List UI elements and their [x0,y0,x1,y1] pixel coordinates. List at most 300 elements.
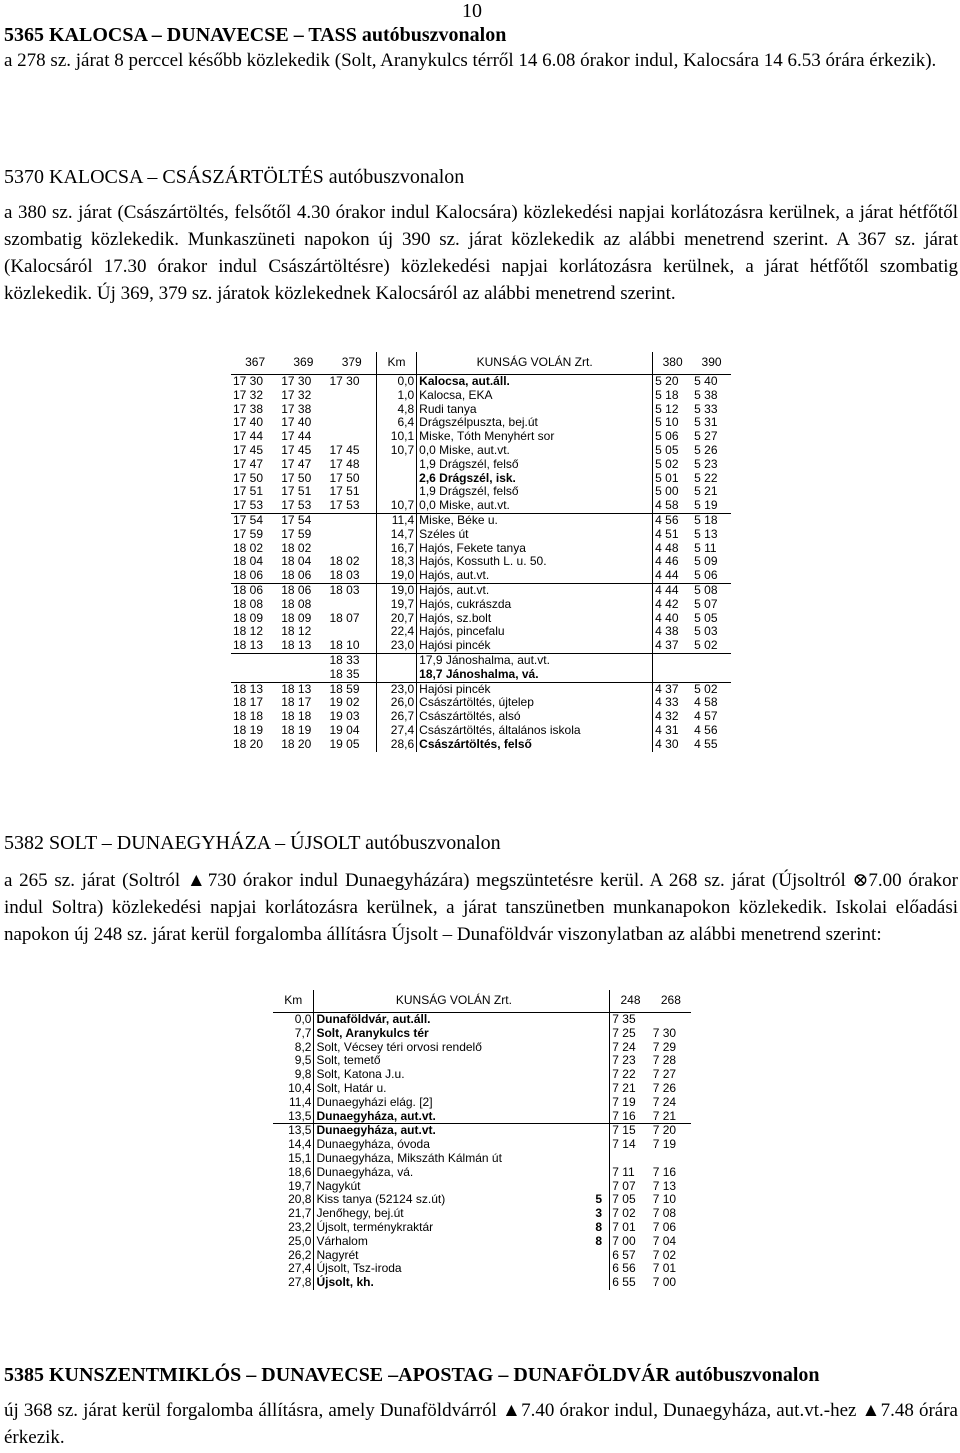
table-cell: 18 06 [231,583,279,597]
table-cell: 18 08 [281,596,312,611]
table-cell: 0,0 Miske, aut.vt. [417,444,653,458]
table-cell: 1,0 [376,389,416,403]
table-cell: Kiss tanya (52124 sz.út) [314,1193,593,1207]
table-cell: 7 01 [652,1261,677,1276]
table-cell [376,472,416,486]
column-header: 369 [279,352,327,375]
timetable-5370 [231,352,731,752]
table-cell [231,668,279,682]
table-cell: 23,0 [376,639,416,653]
table-cell: 6 55 [610,1276,651,1290]
table-cell: 17 54 [231,513,279,527]
section-5385 [4,1364,958,1451]
table-row [273,1276,691,1290]
table-cell: 6,4 [376,416,416,430]
table-cell [376,458,416,472]
column-header: 268 [651,990,691,1013]
table-row [231,458,731,472]
table-row [231,444,731,458]
table-cell: 5 40 [694,374,718,388]
table-cell: Hajósi pincék [417,639,653,653]
table-cell: 5 13 [694,526,718,541]
table-cell: 5 21 [694,484,718,499]
table-row [231,639,731,653]
table-cell: 14,4 [288,1137,312,1152]
table-cell: 26,7 [376,710,416,724]
table-cell: 19 05 [329,736,360,751]
table-cell: Hajós, sz.bolt [417,612,653,626]
table-cell: 5 18 [692,513,731,527]
table-cell: 4 56 [653,513,693,527]
table-row [231,653,731,667]
table-cell: 17 32 [233,387,264,402]
table-cell: 4 48 [653,542,693,556]
table-cell: 18 19 [233,722,264,737]
table-cell: 28,6 [376,738,416,752]
table-cell [610,1152,651,1166]
table-cell: Dunaegyházi elág. [2] [314,1096,593,1110]
table-cell: 17 50 [329,470,360,485]
table-cell: 17 53 [329,498,360,513]
table-cell [593,1124,609,1138]
table-cell: 5 11 [694,540,717,555]
table-cell: 18 07 [329,610,360,625]
table-cell: 18 19 [281,722,312,737]
table-cell: 7 35 [610,1013,651,1027]
table-cell: 19,0 [376,569,416,583]
table-cell: 5 00 [653,485,693,499]
table-cell: 17 40 [233,415,264,430]
table-cell: 7 27 [652,1067,677,1082]
table-row [273,1041,691,1055]
table-cell: 7 19 [610,1096,651,1110]
table-cell: 5 06 [653,430,693,444]
table-cell: 5 05 [653,444,693,458]
table-cell: 0,0 [376,375,416,389]
table-cell: 5 01 [653,472,693,486]
table-cell: 18 18 [233,709,264,724]
table-cell: Várhalom [314,1235,593,1249]
table-cell: 17 30 [329,374,360,388]
table-cell [593,1249,609,1263]
table-row [231,430,731,444]
table-cell: Császártöltés, általános iskola [417,724,653,738]
table-cell: Dunaegyháza, vá. [314,1166,593,1180]
table-cell: Dunaegyháza, aut.vt. [314,1110,593,1124]
table-cell [328,598,377,612]
table-cell: 18 20 [233,736,264,751]
table-cell [653,653,693,667]
table-cell: Császártöltés, felső [417,738,653,752]
table-cell [593,1110,609,1124]
table-cell [376,668,416,682]
table-cell: 7 00 [610,1235,651,1249]
table-row [273,1068,691,1082]
table-cell: 10,7 [376,444,416,458]
table-cell: 25,0 [288,1233,312,1248]
table-cell: 7 10 [652,1192,677,1207]
table-cell: 10,4 [288,1080,312,1095]
table-cell: 17 38 [233,401,264,416]
table-cell [593,1166,609,1180]
table-cell [328,513,377,527]
table-row [231,528,731,542]
table-cell: Széles út [417,528,653,542]
table-cell: Solt, Vécsey téri orvosi rendelő [314,1041,593,1055]
table-cell [593,1152,609,1166]
table-cell: 17 59 [233,526,264,541]
table-cell: 19 02 [329,695,360,710]
table-cell: 4 44 [653,569,693,583]
table-row [231,612,731,626]
table-cell: Hajós, Kossuth L. u. 50. [417,555,653,569]
table-row [231,710,731,724]
table-cell [328,416,377,430]
table-row [231,696,731,710]
table-cell: 7,7 [294,1025,312,1040]
table-cell [593,1096,609,1110]
table-cell: 16,7 [376,542,416,556]
table-cell: 18 13 [281,638,312,653]
section-text: a 278 sz. járat 8 perccel később közlekedik (Solt, Aranykulcs térről 14 6.08 órakor indul, Kalocsára 14 6.53 órára érkezik). [4,50,937,71]
table-cell: 4 31 [653,724,693,738]
table-cell: 18 17 [281,695,312,710]
table-cell: 18 12 [233,624,264,639]
table-cell: 5 23 [694,456,718,471]
table-cell: 21,7 [288,1206,312,1221]
table-cell [231,653,279,667]
table-cell: 4 32 [653,710,693,724]
table-cell: Kalocsa, aut.áll. [417,375,653,389]
table-cell: 17 59 [281,526,312,541]
table-row [231,485,731,499]
table-cell [653,668,693,682]
table-row [273,1096,691,1110]
table-cell: 26,0 [376,696,416,710]
table-row [273,1193,691,1207]
table-cell: 17 47 [233,456,264,471]
table-row [273,1110,691,1124]
table-cell: 5 19 [694,498,718,513]
table-cell: 20,8 [288,1192,312,1207]
table-cell: 0,0 [294,1012,312,1026]
table-row [231,375,731,389]
table-cell [593,1041,609,1055]
table-cell: 11,4 [289,1094,312,1109]
table-cell: 5 02 [653,458,693,472]
table-cell: 7 15 [610,1124,651,1138]
table-cell: 1,9 Drágszél, felső [417,458,653,472]
table-cell: 23,0 [376,682,416,696]
table-cell: 17 44 [233,429,264,444]
column-header: 379 [328,352,377,375]
table-cell: 5 03 [694,624,718,639]
table-cell [328,403,377,417]
table-cell: 18 06 [281,568,312,583]
table-cell: 17 45 [329,442,360,457]
table-cell: 3 [595,1206,602,1221]
table-cell: 5 18 [653,389,693,403]
table-cell: Hajós, aut.vt. [417,583,653,597]
section-title: 5385 KUNSZENTMIKLÓS – DUNAVECSE –APOSTAG – DUNAFÖLDVÁR autóbuszvonalon [4,1364,820,1386]
table-cell: 19,7 [376,598,416,612]
table-cell: 18 35 [329,666,360,681]
table-cell [593,1013,609,1027]
table-cell [279,653,327,667]
table-cell: 18 13 [279,682,327,696]
table-cell [328,430,377,444]
table-cell: 7 07 [610,1180,651,1194]
section-text: új 368 sz. járat kerül forgalomba állításra, amely Dunaföldvárról ▲7.40 órakor indul, Dunaegyháza, aut.vt.-hez ▲7.48 órára érkezik. [4,1400,958,1448]
table-row [273,1180,691,1194]
table-cell: Újsolt, Tsz-iroda [314,1262,593,1276]
table-cell: 1,9 Drágszél, felső [417,485,653,499]
table-cell: 7 04 [652,1233,677,1248]
table-cell: 18 13 [231,682,279,696]
table-cell: 7 01 [610,1221,651,1235]
table-cell: 17 51 [233,484,264,499]
table-cell: 5 31 [694,415,718,430]
table-cell: 7 26 [652,1080,677,1095]
table-cell: 20,7 [376,612,416,626]
table-cell: 17 30 [281,374,312,388]
table-cell: 7 30 [652,1025,677,1040]
table-cell: 4 51 [653,528,693,542]
table-cell: 17 38 [281,401,312,416]
table-cell: 2,6 Drágszél, isk. [417,472,653,486]
table-cell: Miske, Béke u. [417,513,653,527]
table-row [231,625,731,639]
table-cell: 17 32 [281,387,312,402]
table-cell: 17 45 [233,442,264,457]
table-cell: 6 57 [610,1249,651,1263]
table-cell: Miske, Tóth Menyhért sor [417,430,653,444]
table-cell: 10,7 [376,499,416,513]
table-cell: Hajós, aut.vt. [417,569,653,583]
table-cell [692,668,731,682]
section-5382 [4,832,958,948]
table-cell: 11,4 [376,513,416,527]
table-cell [328,542,377,556]
table-cell: 4,8 [376,403,416,417]
table-cell [328,528,377,542]
table-cell: 27,4 [288,1261,312,1276]
column-header: 248 [610,990,651,1013]
table-row [273,1054,691,1068]
table-cell: 7 22 [610,1068,651,1082]
section-title: 5382 SOLT – DUNAEGYHÁZA – ÚJSOLT autóbuszvonalon [4,832,501,854]
table-cell: 4 37 [653,682,693,696]
table-cell: 0,0 Miske, aut.vt. [417,499,653,513]
column-header: KUNSÁG VOLÁN Zrt. [417,352,653,375]
column-header: 380 [653,352,693,375]
table-cell: 17 51 [281,484,312,499]
table-cell: 19 04 [329,722,360,737]
table-cell: 7 16 [652,1164,677,1179]
table-cell: 4 30 [653,738,693,752]
table-cell: 19,0 [376,583,416,597]
table-cell: 18 13 [233,638,264,653]
table-cell: 17 54 [279,513,327,527]
table-cell: 6 56 [610,1262,651,1276]
table-cell: 17 53 [281,498,312,513]
table-row [273,1027,691,1041]
table-cell [593,1027,609,1041]
table-cell: Újsolt, terménykraktár [314,1221,593,1235]
table-cell [328,625,377,639]
table-cell: 14,7 [376,528,416,542]
table-cell: 17 45 [281,442,312,457]
table-cell: 18 06 [279,583,327,597]
table-cell: 7 02 [610,1207,651,1221]
table-row [273,1235,691,1249]
table-cell: 18 02 [329,554,360,569]
table-cell: 5 38 [694,387,718,402]
section-5365 [4,24,958,74]
table-cell: 18 17 [233,695,264,710]
table-cell: Dunaegyháza, óvoda [314,1138,593,1152]
table-cell: Jenőhegy, bej.út [314,1207,593,1221]
table-cell: 26,2 [288,1247,312,1262]
table-cell [692,653,731,667]
table-cell: 7 11 [610,1166,651,1180]
table-row [273,1166,691,1180]
table-cell: 9,8 [294,1067,312,1082]
table-row [273,1221,691,1235]
table-row [231,724,731,738]
table-cell: 17 30 [233,374,264,388]
table-cell: 7 20 [651,1124,691,1138]
table-cell: 4 55 [694,736,718,751]
table-cell: 22,4 [376,625,416,639]
table-row [231,416,731,430]
section-title: 5370 KALOCSA – CSÁSZÁRTÖLTÉS autóbuszvonalon [4,166,465,188]
table-cell: 18 20 [281,736,312,751]
table-cell [279,668,327,682]
table-cell: 7 28 [652,1053,677,1068]
table-cell: 5 05 [694,610,718,625]
column-header: Km [376,352,416,375]
table-cell: 18 09 [233,610,264,625]
table-cell: 7 24 [610,1041,651,1055]
section-text: a 380 sz. járat (Császártöltés, felsőtől 4.30 órakor indul Kalocsára) közlekedési napjai korlátozásra kerülnek, a járat hétfőtől szombatig közlekedik. Munkaszüneti napokon új 390 sz. járat közlekedik az alábbi menetrend szerint. A 367 sz. járat (Kalocsáról 17.30 órakor indul Császártöltésre) közlekedési napjai korlátozásra kerülnek, a járat hétfőtől szombatig közlekedik. Új 369, 379 sz. járatok közlekednek Kalocsáról az alábbi menetrend szerint. [4,202,958,304]
table-cell: 4 38 [653,625,693,639]
table-cell: Nagyrét [314,1249,593,1263]
table-cell: Rudi tanya [417,403,653,417]
table-cell: 19,7 [288,1178,312,1193]
table-row [273,1138,691,1152]
table-cell: 17 40 [281,415,312,430]
timetable-5382 [273,990,691,1290]
table-cell: 7 21 [652,1108,677,1123]
table-row [231,403,731,417]
table-cell: Hajós, cukrászda [417,598,653,612]
table-row [231,569,731,583]
table-cell [593,1138,609,1152]
table-cell: Nagykút [314,1180,593,1194]
table-row [231,738,731,752]
table-cell: 8,2 [294,1039,312,1054]
table-cell: Dunaegyháza, Mikszáth Kálmán út [314,1152,593,1166]
table-cell: 17 48 [329,456,360,471]
table-cell: Császártöltés, alsó [417,710,653,724]
table-cell: Hajós, Fekete tanya [417,542,653,556]
table-cell [651,1013,691,1027]
table-cell: 5 07 [694,596,718,611]
table-cell: 7 25 [610,1027,651,1041]
table-cell: 4 40 [653,612,693,626]
table-cell: 7 14 [610,1138,651,1152]
table-cell: 7 21 [610,1082,651,1096]
table-cell: 7 05 [610,1193,651,1207]
table-cell: 5 06 [694,568,718,583]
table-row [231,668,731,682]
table-row [273,1207,691,1221]
table-cell: 7 06 [652,1219,677,1234]
table-cell: 5 12 [653,403,693,417]
table-cell: 13,5 [288,1108,312,1123]
table-row [231,513,731,527]
table-cell: 4 58 [694,695,718,710]
table-cell: 5 26 [694,442,718,457]
table-cell: 17,9 Jánoshalma, aut.vt. [417,653,653,667]
table-cell: 15,1 [288,1150,312,1165]
table-cell [593,1262,609,1276]
table-cell: 18 09 [281,610,312,625]
table-cell: 17 44 [281,429,312,444]
table-cell [651,1152,691,1166]
table-cell: 27,8 [288,1275,312,1290]
table-cell: 8 [595,1219,602,1234]
table-cell: Solt, temető [314,1054,593,1068]
table-cell: 5 20 [653,375,693,389]
table-cell: 7 19 [652,1137,677,1152]
table-cell: 7 08 [652,1206,677,1221]
table-row [231,583,731,597]
column-header: Km [273,990,314,1013]
table-cell: 18,6 [288,1164,312,1179]
table-row [231,389,731,403]
table-row [273,1124,691,1138]
table-cell: 18 08 [233,596,264,611]
column-header: 367 [231,352,279,375]
table-cell [376,653,416,667]
table-cell: 7 00 [652,1275,677,1290]
table-cell: 5 10 [653,416,693,430]
column-header: 390 [692,352,731,375]
table-cell [593,1068,609,1082]
table-cell: Hajósi pincék [417,682,653,696]
table-row [273,1082,691,1096]
table-cell: 9,5 [294,1053,312,1068]
table-cell [593,1082,609,1096]
table-row [231,499,731,513]
table-cell: 17 53 [233,498,264,513]
table-cell: Kalocsa, EKA [417,389,653,403]
table-cell: 4 44 [653,583,693,597]
page-number: 10 [462,0,482,22]
table-cell: 18 12 [281,624,312,639]
table-cell: 17 50 [233,470,264,485]
table-row [231,682,731,696]
table-cell: 7 24 [652,1094,677,1109]
column-header: KUNSÁG VOLÁN Zrt. [314,990,593,1013]
table-row [273,1013,691,1027]
table-cell: 8 [595,1233,602,1248]
table-cell: 4 57 [694,709,718,724]
column-header [593,990,609,1013]
table-cell: 5 [595,1192,602,1207]
